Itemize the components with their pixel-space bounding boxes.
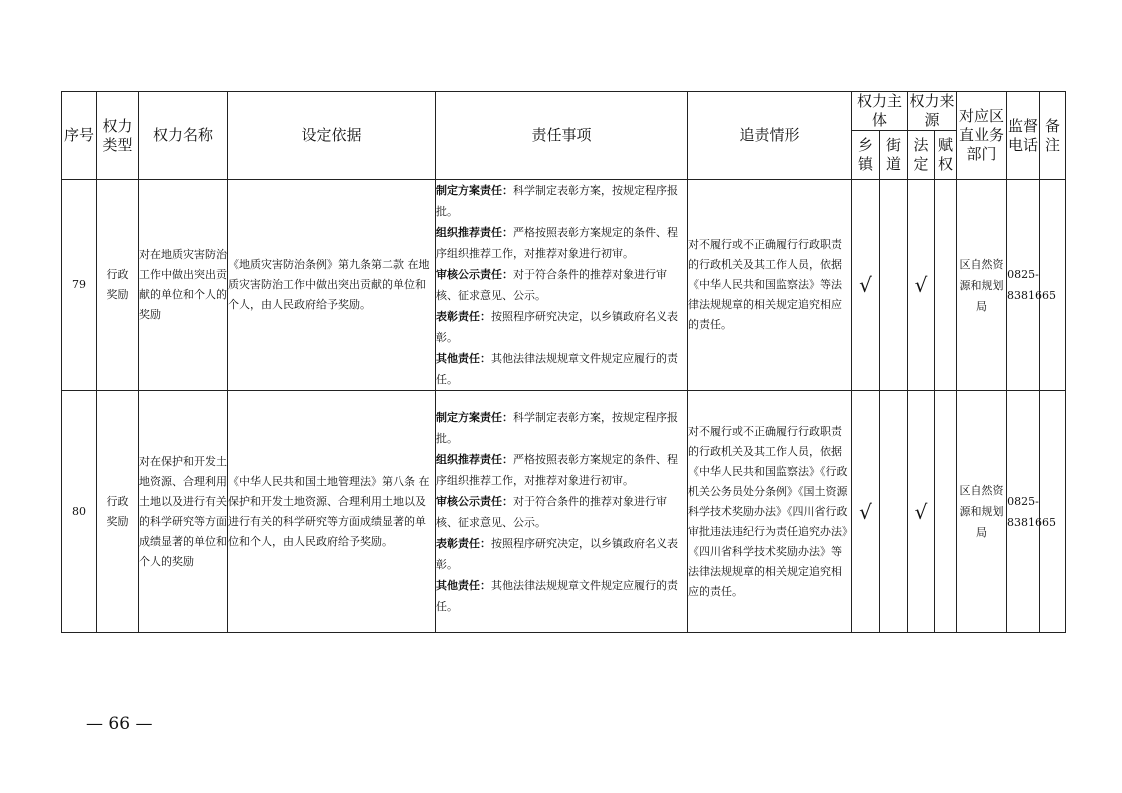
resp-label: 其他责任：: [436, 352, 491, 365]
check-mark-township: √: [852, 391, 880, 633]
header-remarks: 备注: [1040, 92, 1066, 180]
row-phone: 0825-8381665: [1007, 391, 1040, 633]
resp-item: [436, 222, 687, 264]
check-street: [880, 180, 908, 391]
table-row: [62, 391, 1066, 633]
header-subject-street: 街道: [880, 131, 908, 180]
row-seq: 79: [62, 180, 97, 391]
resp-item: [436, 180, 687, 222]
header-source: 权力来源: [909, 92, 955, 129]
check-granted: [935, 180, 957, 391]
row-phone: 0825-8381665: [1007, 180, 1040, 391]
header-phone: 监督电话: [1007, 92, 1040, 180]
resp-item: [436, 407, 687, 449]
header-accountability: 追责情形: [688, 92, 852, 180]
power-list-table: [61, 91, 1066, 633]
check-mark-township: √: [852, 180, 880, 391]
header-row: [62, 92, 1066, 131]
resp-label: 制定方案责任：: [436, 410, 513, 424]
resp-label: 组织推荐责任：: [436, 226, 513, 239]
row-power-name: 对在保护和开发土地资源、合理利用土地以及进行有关的科学研究等方面成绩显著的单位和个人的奖励: [139, 391, 228, 633]
header-subject: 权力主体: [852, 92, 908, 131]
row-dept: 区自然资源和规划局: [957, 391, 1007, 633]
page-number: — 66 —: [86, 714, 153, 734]
header-basis: 设定依据: [228, 92, 436, 180]
resp-item: [436, 264, 687, 306]
resp-item: [436, 348, 687, 390]
resp-item: [436, 449, 687, 491]
row-basis: 《中华人民共和国土地管理法》第八条 在保护和开发土地资源、合理利用土地以及进行有关的科学研究等方面成绩显著的单位和个人，由人民政府给予奖励。: [228, 391, 436, 633]
header-seq: 序号: [62, 92, 97, 180]
resp-text: 其他法律法规规章文件规定应履行的责任。: [436, 578, 678, 613]
header-dept: 对应区直业务部门: [957, 92, 1007, 180]
resp-text: 其他法律法规规章文件规定应履行的责任。: [436, 352, 678, 386]
resp-item: [436, 575, 687, 617]
row-accountability: 对不履行或不正确履行行政职责的行政机关及其工作人员，依据《中华人民共和国监察法》《行政机关公务员处分条例》《国土资源科学技术奖励办法》《四川省行政审批违法违纪行为责任追究办法》《四川省科学技术奖励办法》等法律法规规章的相关规定追究相应的责任。: [688, 391, 852, 633]
header-type: 权力类型: [97, 92, 139, 180]
resp-text: 按照程序研究决定，以乡镇政府名义表彰。: [436, 310, 678, 344]
header-name: 权力名称: [139, 92, 228, 180]
row-power-name: 对在地质灾害防治工作中做出突出贡献的单位和个人的奖励: [139, 180, 228, 391]
row-basis: 《地质灾害防治条例》第九条第二款 在地质灾害防治工作中做出突出贡献的单位和个人，由人民政府给予奖励。: [228, 180, 436, 391]
header-responsibility: 责任事项: [436, 92, 688, 180]
check-mark-statutory: √: [908, 180, 935, 391]
row-type: 行政奖励: [97, 180, 139, 391]
resp-label: 组织推荐责任：: [436, 452, 513, 466]
row-responsibilities: [436, 180, 688, 391]
header-source-statutory: 法定: [908, 131, 935, 180]
resp-text: 按照程序研究决定，以乡镇政府名义表彰。: [436, 536, 678, 571]
header-subject-township: 乡镇: [852, 131, 880, 180]
resp-label: 审核公示责任：: [436, 494, 513, 508]
resp-label: 审核公示责任：: [436, 268, 513, 281]
row-seq: 80: [62, 391, 97, 633]
table-row: [62, 180, 1066, 391]
row-dept: 区自然资源和规划局: [957, 180, 1007, 391]
header-source-granted: 赋权: [935, 131, 957, 180]
row-remarks: [1040, 391, 1066, 633]
check-mark-statutory: √: [908, 391, 935, 633]
resp-label: 表彰责任：: [436, 310, 491, 323]
resp-label: 表彰责任：: [436, 536, 491, 550]
resp-text: 科学制定表彰方案，按规定程序报批。: [436, 184, 678, 218]
resp-text: 科学制定表彰方案，按规定程序报批。: [436, 410, 678, 445]
resp-label: 制定方案责任：: [436, 184, 513, 197]
resp-item: [436, 533, 687, 575]
row-remarks: [1040, 180, 1066, 391]
resp-text: 严格按照表彰方案规定的条件、程序组织推荐工作，对推荐对象进行初审。: [436, 452, 678, 487]
resp-text: 对于符合条件的推荐对象进行审核、征求意见、公示。: [436, 494, 667, 529]
row-type: 行政奖励: [97, 391, 139, 633]
resp-text: 严格按照表彰方案规定的条件、程序组织推荐工作，对推荐对象进行初审。: [436, 226, 678, 260]
check-street: [880, 391, 908, 633]
resp-text: 对于符合条件的推荐对象进行审核、征求意见、公示。: [436, 268, 667, 302]
resp-item: [436, 306, 687, 348]
row-responsibilities: [436, 391, 688, 633]
resp-label: 其他责任：: [436, 578, 491, 592]
row-accountability: 对不履行或不正确履行行政职责的行政机关及其工作人员，依据《中华人民共和国监察法》等法律法规规章的相关规定追究相应的责任。: [688, 180, 852, 391]
check-granted: [935, 391, 957, 633]
resp-item: [436, 491, 687, 533]
